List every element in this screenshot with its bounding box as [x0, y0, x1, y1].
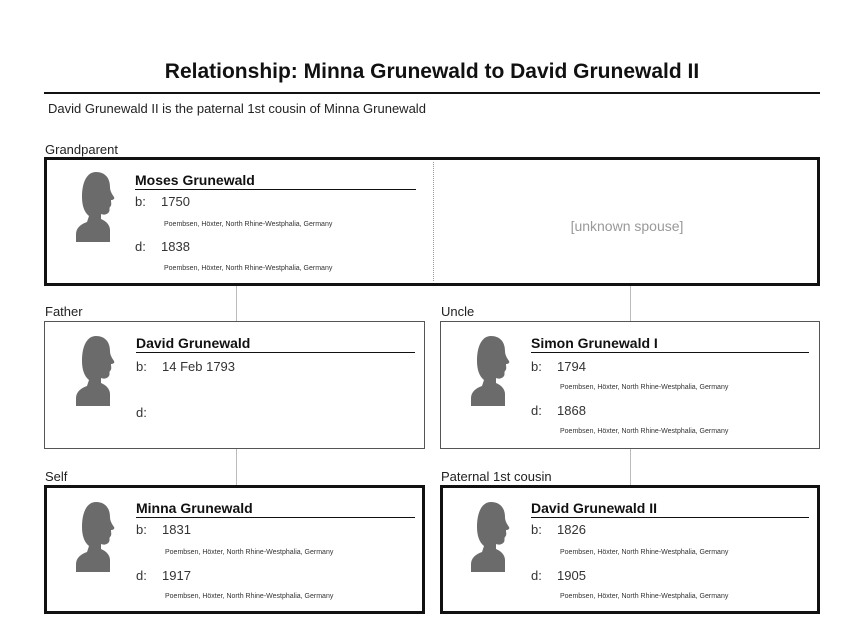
birth-date: 1794: [557, 359, 586, 374]
birth-label: b:: [136, 359, 147, 374]
death-place: Poembsen, Höxter, North Rhine-Westphalia, Germany: [560, 593, 729, 600]
death-date: 1868: [557, 403, 586, 418]
birth-row: [136, 359, 235, 374]
section-label-cousin: Paternal 1st cousin: [441, 469, 552, 484]
death-date: 1905: [557, 568, 586, 583]
death-row: [136, 568, 191, 583]
birth-row: [135, 194, 190, 209]
death-row: [531, 568, 586, 583]
self-card[interactable]: [44, 485, 425, 614]
person-name[interactable]: Moses Grunewald: [135, 172, 416, 190]
death-date: 1917: [162, 568, 191, 583]
death-date: 1838: [161, 239, 190, 254]
section-label-uncle: Uncle: [441, 304, 475, 319]
death-row: [135, 239, 190, 254]
birth-label: b:: [136, 522, 147, 537]
birth-label: b:: [135, 194, 146, 209]
death-label: d:: [531, 403, 542, 418]
birth-row: [531, 359, 586, 374]
birth-row: [531, 522, 586, 537]
birth-place: Poembsen, Höxter, North Rhine-Westphalia, Germany: [560, 549, 729, 556]
title-divider: [44, 92, 820, 94]
birth-date: 1750: [161, 194, 190, 209]
person-name[interactable]: David Grunewald II: [531, 500, 809, 518]
person-name[interactable]: David Grunewald: [136, 335, 415, 353]
death-place: Poembsen, Höxter, North Rhine-Westphalia, Germany: [165, 593, 334, 600]
person-silhouette-icon: [72, 500, 118, 572]
section-label-father: Father: [45, 304, 83, 319]
death-label: d:: [136, 568, 147, 583]
birth-label: b:: [531, 359, 542, 374]
death-label: d:: [135, 239, 146, 254]
birth-place: Poembsen, Höxter, North Rhine-Westphalia, Germany: [560, 384, 729, 391]
birth-date: 14 Feb 1793: [162, 359, 236, 374]
birth-place: Poembsen, Höxter, North Rhine-Westphalia, Germany: [165, 549, 334, 556]
death-row: [531, 403, 586, 418]
section-label-self: Self: [45, 469, 68, 484]
person-silhouette-icon: [467, 334, 513, 406]
spouse-divider: [433, 162, 434, 281]
person-silhouette-icon: [72, 334, 118, 406]
person-name[interactable]: Simon Grunewald I: [531, 335, 809, 353]
death-row: [136, 405, 162, 420]
connector-line: [236, 285, 237, 322]
connector-line: [630, 285, 631, 322]
unknown-spouse[interactable]: [unknown spouse]: [570, 218, 684, 234]
birth-label: b:: [531, 522, 542, 537]
cousin-card[interactable]: [440, 485, 820, 614]
birth-row: [136, 522, 191, 537]
death-label: d:: [136, 405, 147, 420]
birth-place: Poembsen, Höxter, North Rhine-Westphalia, Germany: [164, 221, 333, 228]
death-place: Poembsen, Höxter, North Rhine-Westphalia, Germany: [560, 428, 729, 435]
connector-line: [630, 448, 631, 486]
death-place: Poembsen, Höxter, North Rhine-Westphalia, Germany: [164, 265, 333, 272]
person-silhouette-icon: [72, 170, 118, 242]
birth-date: 1826: [557, 522, 586, 537]
grandparent-card[interactable]: [44, 157, 820, 286]
person-silhouette-icon: [467, 500, 513, 572]
birth-date: 1831: [162, 522, 191, 537]
relationship-summary: David Grunewald II is the paternal 1st cousin of Minna Grunewald: [48, 101, 426, 116]
person-name[interactable]: Minna Grunewald: [136, 500, 415, 518]
page-title: Relationship: Minna Grunewald to David Grunewald II: [164, 60, 700, 83]
father-card[interactable]: [44, 321, 425, 449]
death-label: d:: [531, 568, 542, 583]
connector-line: [236, 448, 237, 486]
section-label-grandparent: Grandparent: [45, 142, 118, 157]
uncle-card[interactable]: [440, 321, 820, 449]
